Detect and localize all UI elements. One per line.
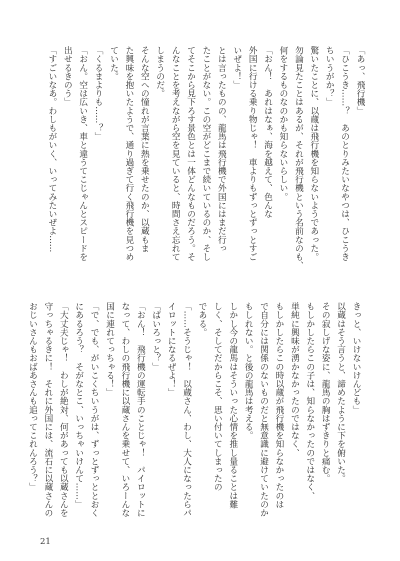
text-column: 驚いたことに、以蔵は飛行機を知らないようであった。 [308, 46, 319, 261]
text-column: てそこから見下ろす景色とは一体どんなものだろう。そ [185, 46, 196, 261]
text-column: た興味を抱いたようで、通り過ぎて行く飛行機を見つめ [123, 46, 134, 261]
text-column: きっと、いけないけんども」 [351, 302, 361, 414]
text-column: 勿論見たことはあるが、それが飛行機という名前なのも、 [293, 46, 304, 270]
text-column: もしれない。と後の龍馬は考える。 [243, 302, 254, 440]
text-column: そんな空への憧れが言葉に熱を乗せたのか、以蔵もま [139, 46, 150, 253]
text-column: 国に連れてっちゃる！」 [104, 302, 115, 397]
text-column: しまうのだ。 [154, 46, 165, 98]
text-column: もしかしたらこの時以蔵が飛行機を知らなかったのは [273, 302, 284, 509]
text-column: 出せるきのう」 [62, 46, 73, 107]
text-column: 「……そうじゃ！ 以蔵さん、わし、大人になったらパ [181, 302, 192, 517]
text-column: 「おん！ あれはなぁ、海を越えて、色んな [262, 46, 273, 218]
upper-text-block [34, 46, 367, 278]
text-column: 以蔵はそう言うと、諦めたように下を俯いた。 [335, 302, 346, 483]
text-column: 守っちゃるきに！ それに外国には、流石に以蔵さんの [42, 302, 53, 517]
text-column: 「で、でも、がいこくちいうがは、ずっとずっととおく [89, 302, 100, 517]
text-column: その寂しげな姿に、龍馬の胸はずきりと痛む。 [320, 302, 331, 483]
text-column: 単純に興味が湧かなかったのではなく、 [289, 302, 300, 457]
text-column: とは言ったものの、龍馬は飛行機で外国にはまだ行っ [216, 46, 227, 253]
text-column: 何をするものなのかも知らないらしい。 [277, 46, 288, 201]
text-column: 「すごいなあ。わしもがいく、いってみたいぜよ…… [46, 46, 57, 253]
text-column: ちいうがか？」 [324, 46, 335, 107]
text-column: んなことを考えながら空を見ていると、時間さえ忘れて [170, 46, 181, 261]
text-column: たことがない。この空がどこまで続いているのか、そし [200, 46, 211, 261]
text-column: 「ひこうき……？ あのとりみたいなやつは、ひこうき [339, 46, 350, 261]
text-column: 「おん！ 飛行機の運転手のことじゃ！ パイロットに [135, 302, 146, 517]
text-column: である。 [196, 302, 207, 337]
text-column: いぜよ！」 [231, 46, 242, 89]
text-column: しく、そしてだからこそ、思い付いてしまったの [212, 302, 223, 492]
text-column: にあるろう？ そがなとこ、いっちゃいけんて……」 [73, 302, 84, 509]
text-column: おじいさんもおばあさんも追ってこれんろう？」 [27, 302, 38, 492]
text-column: イロットになるぜよ！」 [166, 302, 177, 397]
lower-text-block [27, 302, 363, 534]
text-column: 「大丈夫じゃ！ わしが絶対、何があっても以蔵さんを [58, 302, 69, 517]
text-column: 「おん。空は広いき、車と違うてこじゃんとスピードを [77, 46, 88, 261]
text-column: しかし今の龍馬はそういった心情を推し量ることは難 [227, 302, 238, 509]
text-column: で自分には関係のないものだと無意識に避けていたのか [258, 302, 269, 517]
text-column: 「あっ、飛行機」 [355, 46, 365, 115]
text-column: なって、わしの飛行機に以蔵さんを乗せて、いろーんな [119, 302, 130, 517]
text-column: ていた。 [108, 46, 119, 81]
text-column: 外国に行ける乗り物じゃ！ 車よりもずっとずっとすご [247, 46, 258, 261]
text-column: 「くるまよりも……？」 [93, 46, 104, 141]
page-number: 21 [40, 537, 51, 547]
text-column: 「ぱいろっと？」 [150, 302, 161, 371]
text-column: もしかしたらこの子は、知らなかったのではなく、 [304, 302, 315, 500]
